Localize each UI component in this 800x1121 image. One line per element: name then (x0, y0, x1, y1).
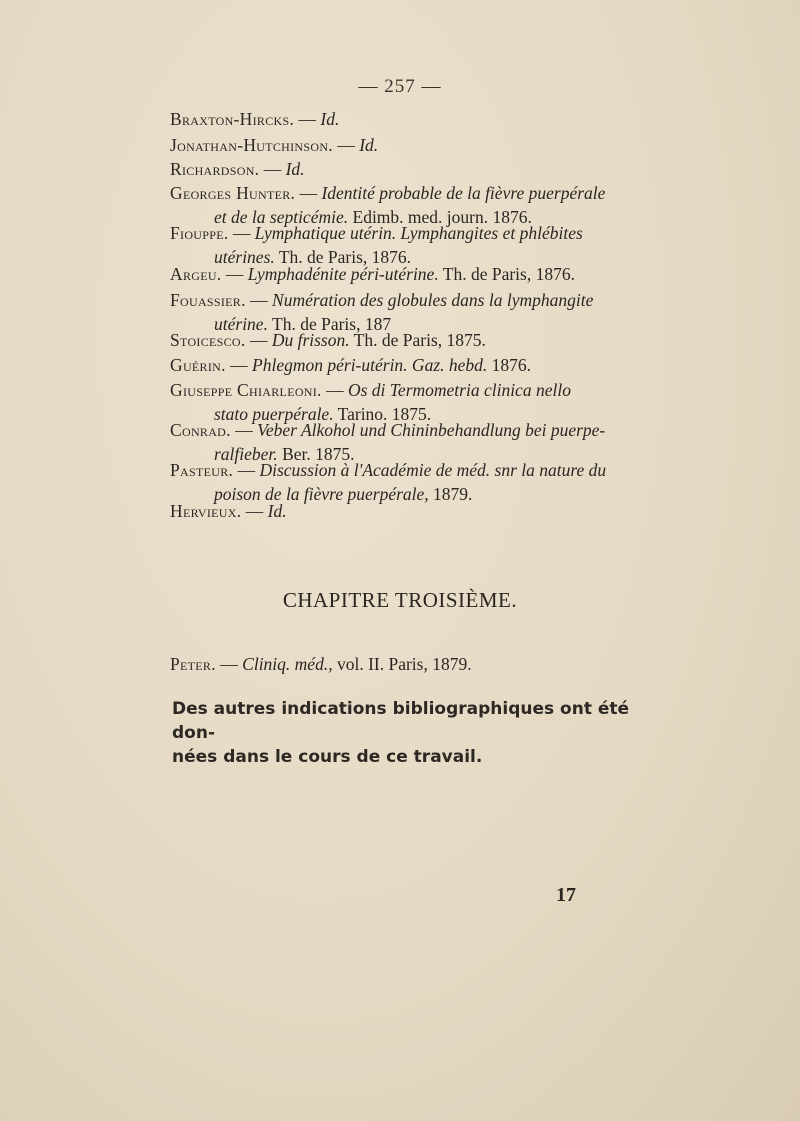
entry-title: Du frisson. (271, 330, 350, 350)
entry-separator: — (230, 420, 258, 440)
bibliography-entry (170, 499, 640, 523)
bibliography-entry (170, 107, 640, 131)
bibliography-entry (170, 157, 640, 181)
entry-separator: — (259, 159, 286, 179)
entry-separator: — (233, 460, 260, 480)
entry-author: Giuseppe Chiarleoni. (170, 380, 322, 400)
entry-author: Guérin. (170, 355, 226, 375)
entry-separator: — (295, 183, 322, 203)
entry-separator: — (245, 330, 272, 350)
bibliography-entry (170, 262, 640, 286)
entry-separator: — (241, 501, 268, 521)
entry-separator: — (321, 380, 348, 400)
entry-separator: — (245, 290, 273, 310)
bibliography-entry (170, 353, 640, 377)
entry-author: Stoicesco. (170, 330, 246, 350)
entry-author: Pasteur. (170, 460, 234, 480)
entry-title: Os di Termometria clinica nello (347, 380, 571, 400)
entry-continuation-details: Tarino. 1875. (333, 404, 432, 424)
signature-mark: 17 (556, 884, 576, 906)
entry-title: Id. (285, 159, 305, 179)
entry-title: Identité probable de la fièvre puerpérale (321, 183, 606, 203)
entry-continuation-title: poison de la fièvre puerpérale, (214, 484, 429, 504)
entry-author: Fiouppe. (170, 223, 229, 243)
entry-details: 1876. (487, 355, 532, 375)
entry-title: Id. (320, 109, 340, 129)
entry-continuation-title: ralfieber. (214, 444, 278, 464)
entry-separator: — (228, 223, 255, 243)
entry-details: Th. de Paris, 1876. (438, 264, 575, 284)
closing-note (172, 697, 642, 769)
closing-note-line-1: Des autres indications bibliographiques ont été don- (172, 699, 630, 743)
entry-separator: — (225, 355, 253, 375)
entry-title: Lymphadénite péri-utérine. (247, 264, 439, 284)
entry-continuation-title: stato puerpérale. (214, 404, 334, 424)
entry-continuation-details: 1879. (428, 484, 473, 504)
entry-title: Phlegmon péri-utérin. Gaz. hebd. (252, 355, 488, 375)
entry-continuation-title: et de la septicémie. (214, 207, 349, 227)
entry-author: Hervieux. (170, 501, 242, 521)
entry-title: Id. (359, 135, 379, 155)
entry-title: Discussion à l'Académie de méd. snr la nature du (259, 460, 607, 480)
entry-author: Jonathan-Hutchinson. (170, 135, 333, 155)
bibliography-entry-peter (170, 652, 640, 676)
entry-continuation-title: utérine. (214, 314, 268, 334)
entry-author: Fouassier. (170, 290, 246, 310)
entry-title: Id. (267, 501, 287, 521)
entry-details: Th. de Paris, 1875. (349, 330, 486, 350)
entry-title: Cliniq. méd., (242, 654, 333, 674)
entry-continuation-title: utérines. (214, 247, 275, 267)
entry-details: vol. II. Paris, 1879. (332, 654, 472, 674)
entry-continuation-details: Th. de Paris, 187 (267, 314, 392, 334)
entry-title: Numération des globules dans la lymphangite (272, 290, 594, 310)
entry-separator: — (215, 654, 243, 674)
page-number: — 257 — (358, 76, 442, 97)
entry-author: Georges Hunter. (170, 183, 296, 203)
entry-author: Argeu. (170, 264, 222, 284)
bibliography-entry (170, 328, 640, 352)
entry-author: Braxton-Hircks. (170, 109, 295, 129)
bibliography-entry (170, 133, 640, 157)
entry-title: Veber Alkohol und Chininbehandlung bei puerpe- (257, 420, 606, 440)
entry-separator: — (332, 135, 360, 155)
entry-author: Peter. (170, 654, 216, 674)
entry-author: Conrad. (170, 420, 231, 440)
entry-continuation-details: Th. de Paris, 1876. (274, 247, 412, 267)
entry-title: Lymphatique utérin. Lymphangites et phlébites (254, 223, 583, 243)
closing-note-line-2: nées dans le cours de ce travail. (172, 747, 483, 767)
entry-separator: — (221, 264, 248, 284)
entry-continuation-details: Ber. 1875. (277, 444, 355, 464)
entry-continuation-details: Edimb. med. journ. 1876. (348, 207, 532, 227)
entry-separator: — (294, 109, 321, 129)
entry-author: Richardson. (170, 159, 260, 179)
chapter-heading: CHAPITRE TROISIÈME. (282, 588, 518, 612)
